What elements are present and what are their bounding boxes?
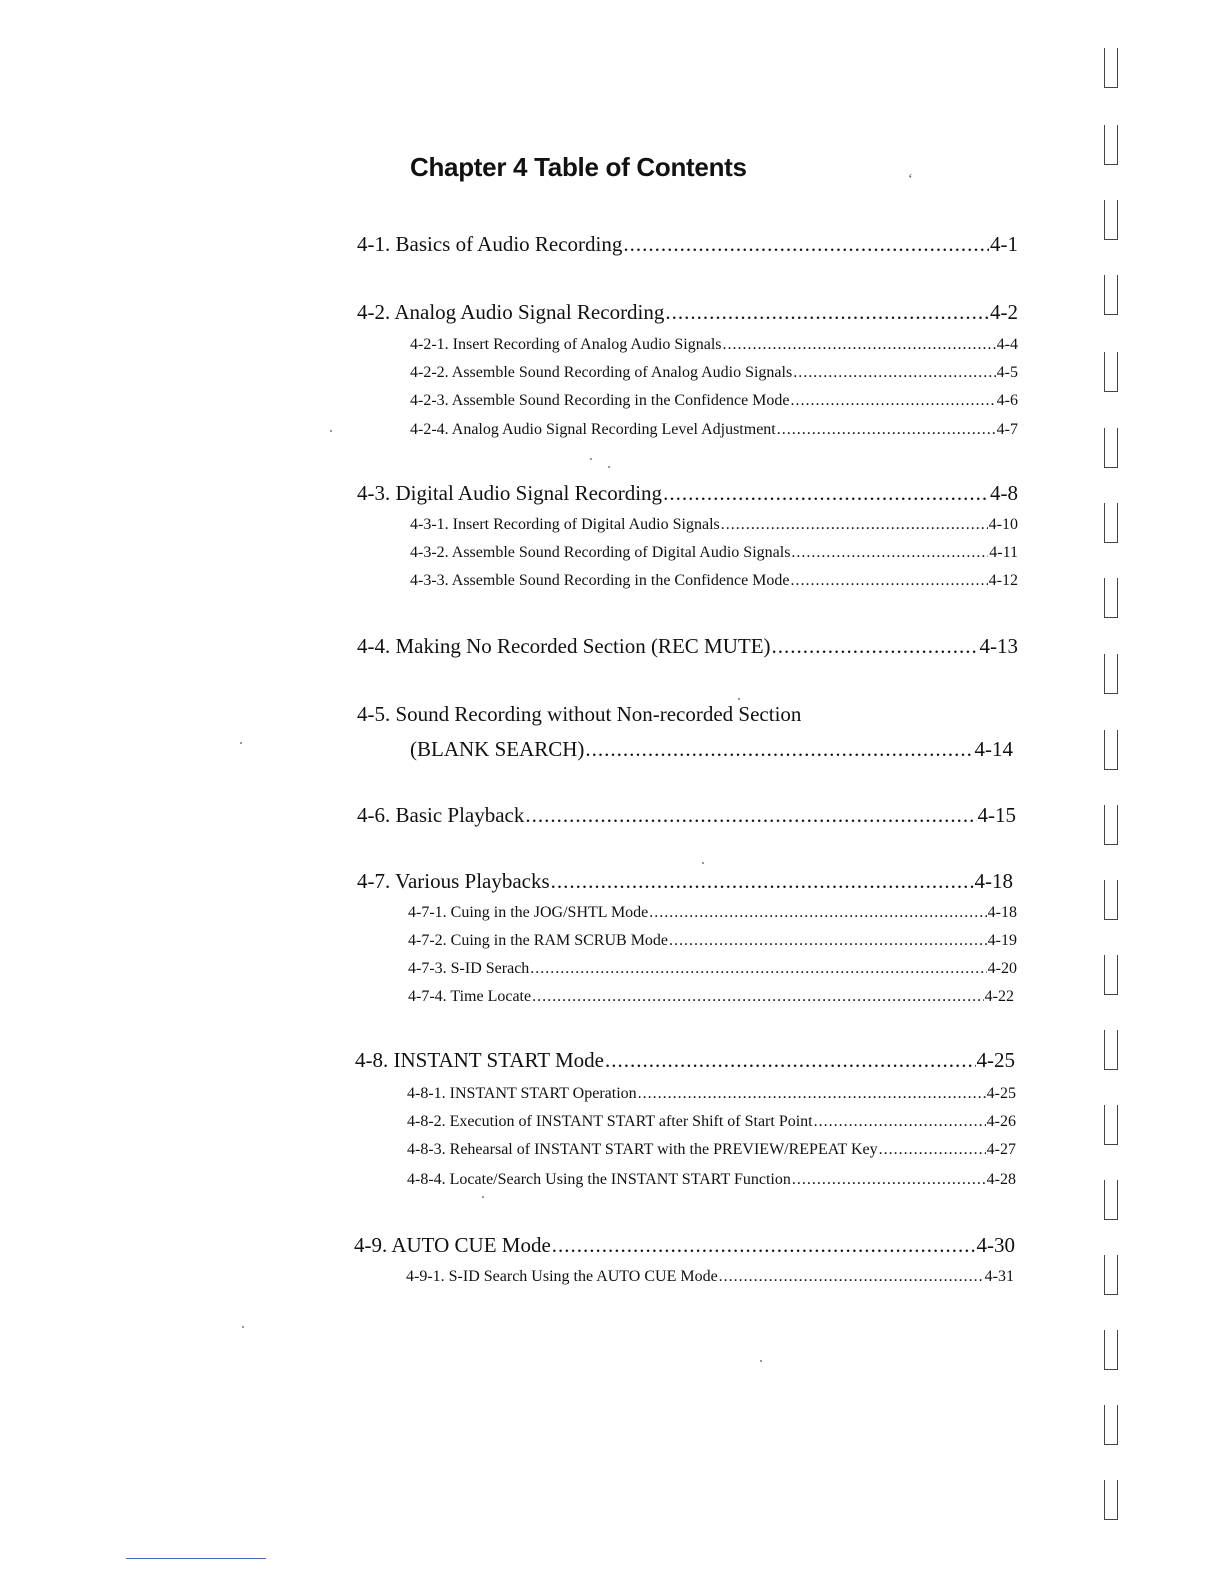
toc-entry-page: 4-27 [986,1141,1016,1158]
binder-hole [1104,1180,1118,1222]
toc-entry-label: 4-2-1. Insert Recording of Analog Audio Signals [410,336,722,353]
toc-entry-page: 4-8 [990,481,1018,505]
dot-leader [772,634,979,659]
toc-entry-label: 4-8-1. INSTANT START Operation [407,1085,637,1102]
dot-leader [663,481,989,506]
binder-hole [1104,503,1118,545]
dot-leader [791,392,996,410]
toc-entry-page: 4-25 [976,1048,1015,1072]
dot-leader [721,516,988,534]
scan-speck [738,698,740,700]
toc-entry-page: 4-10 [988,516,1018,533]
toc-entry-page: 4-1 [990,232,1018,256]
binder-hole [1104,654,1118,696]
toc-entry-page: 4-13 [979,634,1018,658]
toc-entry-4-2-2[interactable] [410,364,1018,382]
binder-hole [1104,125,1118,167]
toc-entry-4-8-1[interactable] [407,1085,1016,1103]
dot-leader [638,1085,986,1103]
toc-entry-page: 4-14 [974,737,1013,761]
toc-entry-label: 4-8. INSTANT START Mode [355,1048,604,1072]
toc-entry-4-5-line1[interactable]: 4-5. Sound Recording without Non-recorded Section [357,702,802,726]
toc-entry-page: 4-18 [987,904,1017,921]
scan-speck [590,458,592,460]
binder-hole [1104,1330,1118,1372]
toc-entry-page: 4-5 [996,364,1018,381]
binder-hole [1104,352,1118,394]
toc-entry-page: 4-31 [984,1268,1014,1285]
binder-hole [1104,730,1118,772]
toc-entry-label: 4-3. Digital Audio Signal Recording [357,481,663,505]
toc-entry-label: 4-2-4. Analog Audio Signal Recording Level Adjustment [410,421,776,438]
toc-entry-page: 4-19 [987,932,1017,949]
toc-entry-label: 4-7-1. Cuing in the JOG/SHTL Mode [408,904,649,921]
toc-entry-4-2-1[interactable] [410,336,1018,354]
toc-entry-4-3-1[interactable] [410,516,1018,534]
scan-speck [330,430,332,432]
toc-entry-label: 4-2. Analog Audio Signal Recording [357,300,665,324]
toc-entry-4-7-3[interactable] [408,960,1017,978]
toc-entry-page: 4-28 [986,1171,1016,1188]
binder-hole [1104,880,1118,922]
dot-leader [793,364,995,382]
dot-leader [719,1268,984,1286]
binder-hole [1104,1105,1118,1147]
binder-hole [1104,428,1118,470]
dot-leader [879,1141,986,1159]
dot-leader [791,544,988,562]
binder-hole [1104,1480,1118,1522]
toc-entry-page: 4-11 [989,544,1018,561]
toc-entry-4-9-1[interactable] [406,1268,1014,1286]
toc-entry-page: 4-22 [984,988,1014,1005]
toc-entry-label: 4-7-2. Cuing in the RAM SCRUB Mode [408,932,669,949]
toc-entry-label: 4-1. Basics of Audio Recording [357,232,623,256]
dot-leader [649,904,986,922]
toc-entry-4-2-3[interactable] [410,392,1018,410]
dot-leader [552,1233,976,1258]
toc-entry-page: 4-20 [987,960,1017,977]
binder-hole [1104,1405,1118,1447]
toc-entry-4-6[interactable] [357,803,1016,828]
binder-hole [1104,1255,1118,1297]
toc-entry-4-2-4[interactable] [410,421,1018,439]
toc-entry-4-1[interactable] [357,232,1018,257]
toc-entry-label: 4-3-3. Assemble Sound Recording in the Confidence Mode [410,572,790,589]
scan-speck [760,1360,762,1362]
toc-entry-label: 4-8-3. Rehearsal of INSTANT START with the PREVIEW/REPEAT Key [407,1141,878,1158]
toc-entry-label: 4-2-3. Assemble Sound Recording in the Confidence Mode [410,392,790,409]
toc-entry-4-3-3[interactable] [410,572,1018,590]
toc-entry-4-5[interactable] [410,737,1013,762]
toc-entry-4-7[interactable] [357,869,1013,894]
dot-leader [623,232,989,257]
toc-entry-label: 4-9-1. S-ID Search Using the AUTO CUE Mode [406,1268,718,1285]
footer-rule [126,1558,266,1559]
dot-leader [665,300,989,325]
toc-entry-4-8-3[interactable] [407,1141,1016,1159]
toc-entry-4-9[interactable] [354,1233,1015,1258]
dot-leader [814,1113,986,1131]
binder-hole [1104,48,1118,90]
toc-entry-4-8-4[interactable] [407,1171,1016,1189]
dot-leader [605,1048,976,1073]
toc-entry-label: (BLANK SEARCH) [410,737,585,761]
toc-entry-label: 4-8-2. Execution of INSTANT START after Shift of Start Point [407,1113,813,1130]
toc-entry-label: 4-3-1. Insert Recording of Digital Audio Signals [410,516,720,533]
scan-speck [608,466,610,468]
binder-hole [1104,805,1118,847]
dot-leader [525,803,976,828]
toc-entry-page: 4-25 [986,1085,1016,1102]
toc-entry-4-7-2[interactable] [408,932,1017,950]
binder-hole [1104,1030,1118,1072]
toc-entry-4-8[interactable] [355,1048,1015,1073]
toc-entry-4-3-2[interactable] [410,544,1018,562]
dot-leader [792,1171,986,1189]
toc-entry-label: 4-7. Various Playbacks [357,869,550,893]
toc-entry-label: 4-3-2. Assemble Sound Recording of Digital Audio Signals [410,544,791,561]
toc-entry-page: 4-30 [976,1233,1015,1257]
toc-entry-4-3[interactable] [357,481,1018,506]
toc-entry-4-7-4[interactable] [408,988,1014,1006]
toc-entry-page: 4-12 [988,572,1018,589]
dot-leader [669,932,987,950]
dot-leader [723,336,996,354]
dot-leader [791,572,988,590]
toc-entry-page: 4-7 [996,421,1018,438]
toc-entry-label: 4-6. Basic Playback [357,803,525,827]
toc-entry-page: 4-2 [990,300,1018,324]
toc-entry-label: 4-8-4. Locate/Search Using the INSTANT START Function [407,1171,791,1188]
scan-speck [242,1326,244,1328]
toc-entry-label: 4-7-4. Time Locate [408,988,532,1005]
toc-entry-page: 4-15 [977,803,1016,827]
toc-entry-4-7-1[interactable] [408,904,1017,922]
toc-entry-page: 4-6 [996,392,1018,409]
scan-speck [482,1196,484,1198]
toc-entry-label: 4-7-3. S-ID Serach [408,960,530,977]
dot-leader [777,421,996,439]
dot-leader [532,988,984,1006]
dot-leader [530,960,986,978]
toc-entry-4-2[interactable] [357,300,1018,325]
toc-entry-label: 4-9. AUTO CUE Mode [354,1233,551,1257]
binder-hole [1104,275,1118,317]
page-title: Chapter 4 Table of Contents [410,152,747,182]
toc-entry-label: 4-4. Making No Recorded Section (REC MUTE) [357,634,771,658]
binder-hole [1104,955,1118,997]
toc-entry-4-4[interactable] [357,634,1018,659]
toc-entry-page: 4-18 [974,869,1013,893]
toc-entry-label: 4-2-2. Assemble Sound Recording of Analog Audio Signals [410,364,793,381]
toc-entry-page: 4-26 [986,1113,1016,1130]
stray-mark: ‘ [908,172,913,187]
dot-leader [551,869,974,894]
dot-leader [585,737,973,762]
toc-entry-page: 4-4 [996,336,1018,353]
binder-hole [1104,578,1118,620]
scan-speck [702,862,704,864]
scan-speck [240,742,242,744]
binder-hole [1104,200,1118,242]
toc-entry-4-8-2[interactable] [407,1113,1016,1131]
